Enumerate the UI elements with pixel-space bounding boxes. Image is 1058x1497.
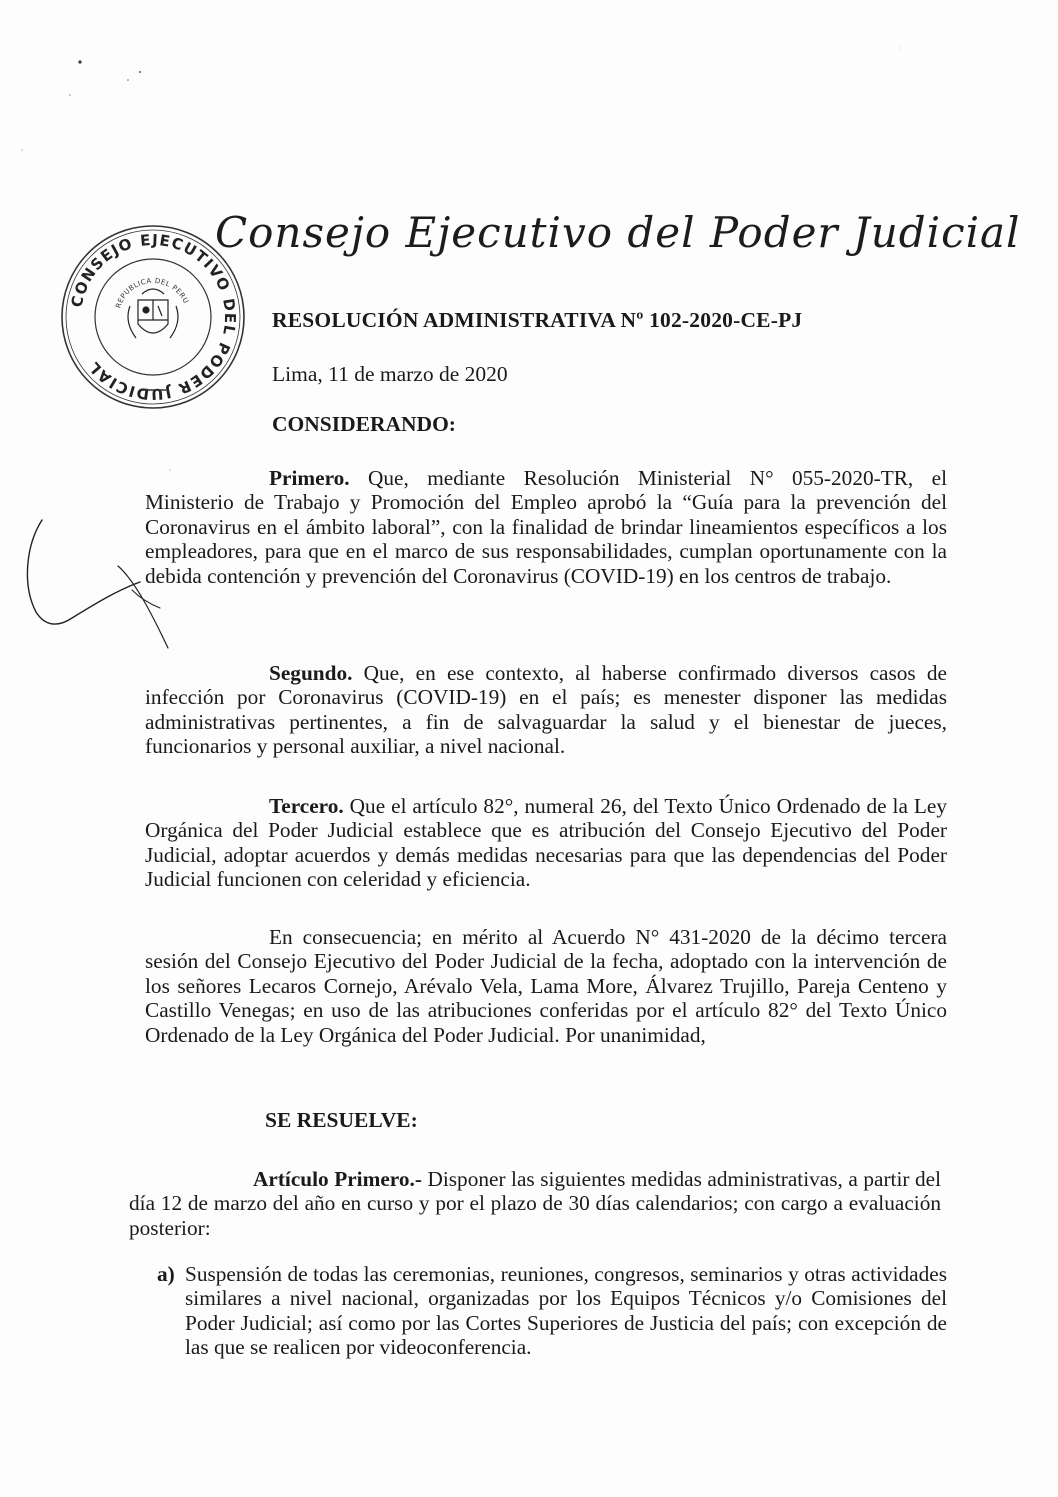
list-item-letter: a) — [157, 1262, 175, 1286]
article-text: Disponer las siguientes medidas administrativas, a partir del día 12 de marzo del año en curso y por el plazo de 30 días calendarios; con cargo a evaluación posterior: — [129, 1167, 942, 1240]
paragraph-lead: Tercero. — [269, 794, 344, 818]
institution-header: Consejo Ejecutivo del Poder Judicial — [215, 208, 1021, 257]
coat-of-arms-icon — [128, 289, 178, 338]
seal-inner-text: REPUBLICA DEL PERU — [114, 276, 190, 310]
list-item-text: Suspensión de todas las ceremonias, reuniones, congresos, seminarios y otras actividades similares a nivel nacional, organizadas por los Equipos Técnicos y/o Comisiones del Poder Judicial; así como por las Cortes Superiores de Justicia del país; con excepción de las que se realicen por videoconferencia. — [185, 1262, 947, 1360]
svg-text:REPUBLICA DEL PERU — [114, 277, 190, 309]
article-primero — [129, 1167, 941, 1240]
paragraph-text: Que, mediante Resolución Ministerial N° 055-2020-TR, el Ministerio de Trabajo y Promoción del Empleo aprobó la “Guía para la prevención del Coronavirus en el ámbito laboral”, con la finalidad de brindar lineamientos específicos a los empleadores, para que en el marco de sus responsabilidades, cumplan oportunamente con la debida contención y prevención del Coronavirus (COVID-19) en los centros de trabajo. — [145, 466, 947, 588]
paragraph-primero — [145, 466, 947, 588]
paragraph-text: Que, en ese contexto, al haberse confirmado diversos casos de infección por Coronavirus (COVID-19) en el país; es menester disponer las medidas administrativas pertinentes, a fin de salvaguardar la salud y el bienestar de jueces, funcionarios y personal auxiliar, a nivel nacional. — [145, 661, 947, 759]
seal-outer-text: CONSEJO EJECUTIVO DEL PODER JUDICIAL — [67, 230, 240, 404]
se-resuelve-heading: SE RESUELVE: — [265, 1108, 418, 1132]
paragraph-consecuencia — [145, 925, 947, 1047]
paragraph-segundo — [145, 661, 947, 759]
paragraph-text: Que el artículo 82°, numeral 26, del Texto Único Ordenado de la Ley Orgánica del Poder Judicial establece que es atribución del Consejo Ejecutivo del Poder Judicial, adoptar acuerdos y demás medidas necesarias para que las dependencias del Poder Judicial funcionen con celeridad y eficiencia. — [145, 794, 947, 892]
considerando-heading: CONSIDERANDO: — [272, 412, 456, 436]
paragraph-text: En consecuencia; en mérito al Acuerdo N° 431-2020 de la décimo tercera sesión del Consejo Ejecutivo del Poder Judicial de la fecha, adoptado con la intervención de los señores Lecaros Cornejo, Arévalo Vela, Lama More, Álvarez Trujillo, Pareja Centeno y Castillo Venegas; en uso de las atribuciones conferidas por el artículo 82° del Texto Único Ordenado de la Ley Orgánica del Poder Judicial. Por unanimidad, — [145, 925, 947, 1047]
resolution-date: Lima, 11 de marzo de 2020 — [272, 362, 508, 386]
resolution-title: RESOLUCIÓN ADMINISTRATIVA Nº 102-2020-CE-PJ — [272, 308, 803, 332]
paragraph-lead: Primero. — [269, 466, 350, 490]
official-seal — [58, 222, 248, 412]
paragraph-tercero — [145, 794, 947, 892]
article-lead: Artículo Primero.- — [253, 1167, 422, 1191]
paragraph-lead: Segundo. — [269, 661, 353, 685]
list-item — [157, 1262, 947, 1360]
